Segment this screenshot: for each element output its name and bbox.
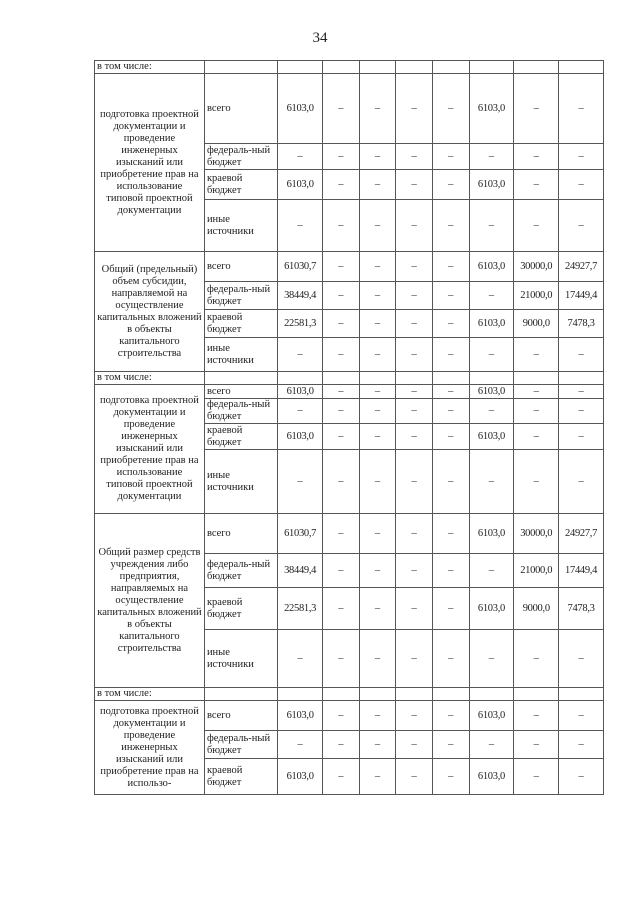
dash-cell: –: [396, 630, 433, 688]
cell-value: 6103,0: [278, 170, 323, 200]
in-total-label: в том числе:: [95, 372, 205, 385]
dash-cell: –: [278, 144, 323, 170]
cell-value: 6103,0: [469, 514, 514, 554]
dash-cell: –: [323, 554, 360, 588]
cell-value: 61030,7: [278, 252, 323, 282]
dash-cell: –: [359, 252, 396, 282]
dash-cell: –: [559, 759, 604, 795]
dash-cell: –: [396, 424, 433, 450]
cell-value: 6103,0: [469, 252, 514, 282]
dash-cell: –: [514, 424, 559, 450]
dash-cell: –: [359, 424, 396, 450]
dash-cell: –: [469, 554, 514, 588]
dash-cell: –: [278, 338, 323, 372]
cell-value: 6103,0: [469, 74, 514, 144]
dash-cell: –: [432, 282, 469, 310]
dash-cell: –: [396, 170, 433, 200]
dash-cell: –: [514, 630, 559, 688]
cell-value: 17449,4: [559, 554, 604, 588]
dash-cell: –: [432, 200, 469, 252]
dash-cell: –: [359, 144, 396, 170]
cell-value: 6103,0: [469, 424, 514, 450]
dash-cell: –: [396, 701, 433, 731]
dash-cell: –: [559, 630, 604, 688]
dash-cell: –: [278, 450, 323, 514]
dash-cell: –: [359, 588, 396, 630]
source-label: иные источники: [204, 338, 277, 372]
cell-value: 7478,3: [559, 588, 604, 630]
dash-cell: –: [469, 200, 514, 252]
dash-cell: –: [432, 450, 469, 514]
dash-cell: –: [359, 74, 396, 144]
dash-cell: –: [323, 74, 360, 144]
cell-value: 6103,0: [469, 759, 514, 795]
dash-cell: –: [359, 731, 396, 759]
cell-value: 24927,7: [559, 252, 604, 282]
dash-cell: –: [432, 310, 469, 338]
dash-cell: –: [469, 731, 514, 759]
cell-value: 22581,3: [278, 588, 323, 630]
table-row: [95, 252, 604, 282]
dash-cell: –: [396, 514, 433, 554]
dash-cell: –: [432, 701, 469, 731]
dash-cell: –: [396, 450, 433, 514]
dash-cell: –: [359, 200, 396, 252]
dash-cell: –: [323, 385, 360, 399]
dash-cell: –: [514, 731, 559, 759]
dash-cell: –: [432, 588, 469, 630]
dash-cell: –: [323, 424, 360, 450]
row-description: Общий размер средств учреждения либо предприятия, направляемых на осуществление капитальных вложений в объекты капитального строительства: [95, 514, 205, 688]
dash-cell: –: [396, 144, 433, 170]
dash-cell: –: [559, 74, 604, 144]
source-label: краевой бюджет: [204, 588, 277, 630]
cell-value: 9000,0: [514, 588, 559, 630]
dash-cell: –: [432, 385, 469, 399]
dash-cell: –: [323, 252, 360, 282]
source-label: краевой бюджет: [204, 170, 277, 200]
row-description: Общий (предельный) объем субсидии, направляемой на осуществление капитальных вложений в объекты капитального строительства: [95, 252, 205, 372]
dash-cell: –: [323, 759, 360, 795]
dash-cell: –: [359, 701, 396, 731]
cell-value: 17449,4: [559, 282, 604, 310]
dash-cell: –: [323, 200, 360, 252]
dash-cell: –: [432, 630, 469, 688]
dash-cell: –: [514, 170, 559, 200]
dash-cell: –: [323, 731, 360, 759]
cell-value: 30000,0: [514, 252, 559, 282]
cell-value: 24927,7: [559, 514, 604, 554]
row-description: подготовка проектной документации и проведение инженерных изысканий или приобретение прав на использование типовой проектной документации: [95, 385, 205, 514]
dash-cell: –: [396, 759, 433, 795]
row-description: подготовка проектной документации и проведение инженерных изысканий или приобретение прав на использование типовой проектной документации: [95, 74, 205, 252]
source-label: всего: [204, 514, 277, 554]
dash-cell: –: [514, 701, 559, 731]
dash-cell: –: [469, 282, 514, 310]
dash-cell: –: [559, 399, 604, 424]
dash-cell: –: [432, 252, 469, 282]
in-total-label: в том числе:: [95, 61, 205, 74]
cell-value: 6103,0: [278, 385, 323, 399]
source-label: всего: [204, 252, 277, 282]
source-label: федераль-ный бюджет: [204, 731, 277, 759]
dash-cell: –: [278, 630, 323, 688]
dash-cell: –: [514, 74, 559, 144]
dash-cell: –: [359, 759, 396, 795]
dash-cell: –: [469, 630, 514, 688]
page-number: 34: [312, 30, 328, 46]
dash-cell: –: [469, 338, 514, 372]
source-label: федераль-ный бюджет: [204, 144, 277, 170]
dash-cell: –: [514, 450, 559, 514]
dash-cell: –: [323, 588, 360, 630]
source-label: федераль-ный бюджет: [204, 282, 277, 310]
dash-cell: –: [432, 424, 469, 450]
dash-cell: –: [323, 450, 360, 514]
table-row: [95, 688, 604, 701]
cell-value: 9000,0: [514, 310, 559, 338]
dash-cell: –: [359, 170, 396, 200]
table-row: [95, 61, 604, 74]
source-label: всего: [204, 385, 277, 399]
cell-value: 6103,0: [278, 74, 323, 144]
dash-cell: –: [432, 731, 469, 759]
source-label: иные источники: [204, 450, 277, 514]
dash-cell: –: [278, 731, 323, 759]
source-label: иные источники: [204, 200, 277, 252]
source-label: краевой бюджет: [204, 310, 277, 338]
cell-value: 6103,0: [278, 424, 323, 450]
dash-cell: –: [278, 399, 323, 424]
dash-cell: –: [323, 338, 360, 372]
table-row: [95, 74, 604, 144]
dash-cell: –: [559, 200, 604, 252]
cell-value: 7478,3: [559, 310, 604, 338]
source-label: федераль-ный бюджет: [204, 554, 277, 588]
dash-cell: –: [396, 252, 433, 282]
dash-cell: –: [359, 514, 396, 554]
cell-value: 21000,0: [514, 282, 559, 310]
dash-cell: –: [323, 514, 360, 554]
dash-cell: –: [559, 701, 604, 731]
dash-cell: –: [323, 701, 360, 731]
dash-cell: –: [514, 338, 559, 372]
dash-cell: –: [514, 399, 559, 424]
dash-cell: –: [396, 731, 433, 759]
cell-value: 6103,0: [469, 385, 514, 399]
dash-cell: –: [323, 630, 360, 688]
dash-cell: –: [396, 338, 433, 372]
dash-cell: –: [396, 588, 433, 630]
cell-value: 6103,0: [469, 310, 514, 338]
table-row: [95, 514, 604, 554]
row-description: подготовка проектной документации и проведение инженерных изысканий или приобретение прав на использо-: [95, 701, 205, 795]
dash-cell: –: [559, 385, 604, 399]
dash-cell: –: [514, 144, 559, 170]
dash-cell: –: [323, 282, 360, 310]
dash-cell: –: [396, 385, 433, 399]
dash-cell: –: [432, 554, 469, 588]
dash-cell: –: [396, 554, 433, 588]
dash-cell: –: [559, 424, 604, 450]
cell-value: 61030,7: [278, 514, 323, 554]
cell-value: 6103,0: [469, 170, 514, 200]
in-total-label: в том числе:: [95, 688, 205, 701]
cell-value: 30000,0: [514, 514, 559, 554]
dash-cell: –: [359, 310, 396, 338]
dash-cell: –: [432, 144, 469, 170]
dash-cell: –: [432, 759, 469, 795]
dash-cell: –: [278, 200, 323, 252]
cell-value: 6103,0: [278, 701, 323, 731]
dash-cell: –: [559, 731, 604, 759]
dash-cell: –: [359, 282, 396, 310]
table-row: [95, 701, 604, 731]
dash-cell: –: [559, 144, 604, 170]
dash-cell: –: [432, 399, 469, 424]
dash-cell: –: [323, 310, 360, 338]
dash-cell: –: [559, 170, 604, 200]
dash-cell: –: [396, 310, 433, 338]
dash-cell: –: [559, 338, 604, 372]
cell-value: 6103,0: [469, 588, 514, 630]
source-label: всего: [204, 701, 277, 731]
dash-cell: –: [514, 759, 559, 795]
dash-cell: –: [323, 144, 360, 170]
dash-cell: –: [469, 450, 514, 514]
cell-value: 38449,4: [278, 282, 323, 310]
dash-cell: –: [469, 399, 514, 424]
dash-cell: –: [432, 170, 469, 200]
cell-value: 21000,0: [514, 554, 559, 588]
cell-value: 38449,4: [278, 554, 323, 588]
dash-cell: –: [469, 144, 514, 170]
dash-cell: –: [323, 399, 360, 424]
dash-cell: –: [396, 200, 433, 252]
dash-cell: –: [559, 450, 604, 514]
dash-cell: –: [359, 338, 396, 372]
table-row: [95, 372, 604, 385]
source-label: федераль-ный бюджет: [204, 399, 277, 424]
dash-cell: –: [432, 74, 469, 144]
cell-value: 6103,0: [469, 701, 514, 731]
cell-value: 22581,3: [278, 310, 323, 338]
source-label: краевой бюджет: [204, 759, 277, 795]
dash-cell: –: [432, 514, 469, 554]
dash-cell: –: [359, 385, 396, 399]
dash-cell: –: [359, 554, 396, 588]
source-label: всего: [204, 74, 277, 144]
dash-cell: –: [432, 338, 469, 372]
cell-value: 6103,0: [278, 759, 323, 795]
dash-cell: –: [396, 74, 433, 144]
dash-cell: –: [396, 399, 433, 424]
dash-cell: –: [514, 385, 559, 399]
financing-table: [94, 60, 604, 795]
dash-cell: –: [514, 200, 559, 252]
dash-cell: –: [359, 399, 396, 424]
source-label: краевой бюджет: [204, 424, 277, 450]
dash-cell: –: [323, 170, 360, 200]
dash-cell: –: [359, 450, 396, 514]
dash-cell: –: [396, 282, 433, 310]
source-label: иные источники: [204, 630, 277, 688]
table-row: [95, 385, 604, 399]
dash-cell: –: [359, 630, 396, 688]
